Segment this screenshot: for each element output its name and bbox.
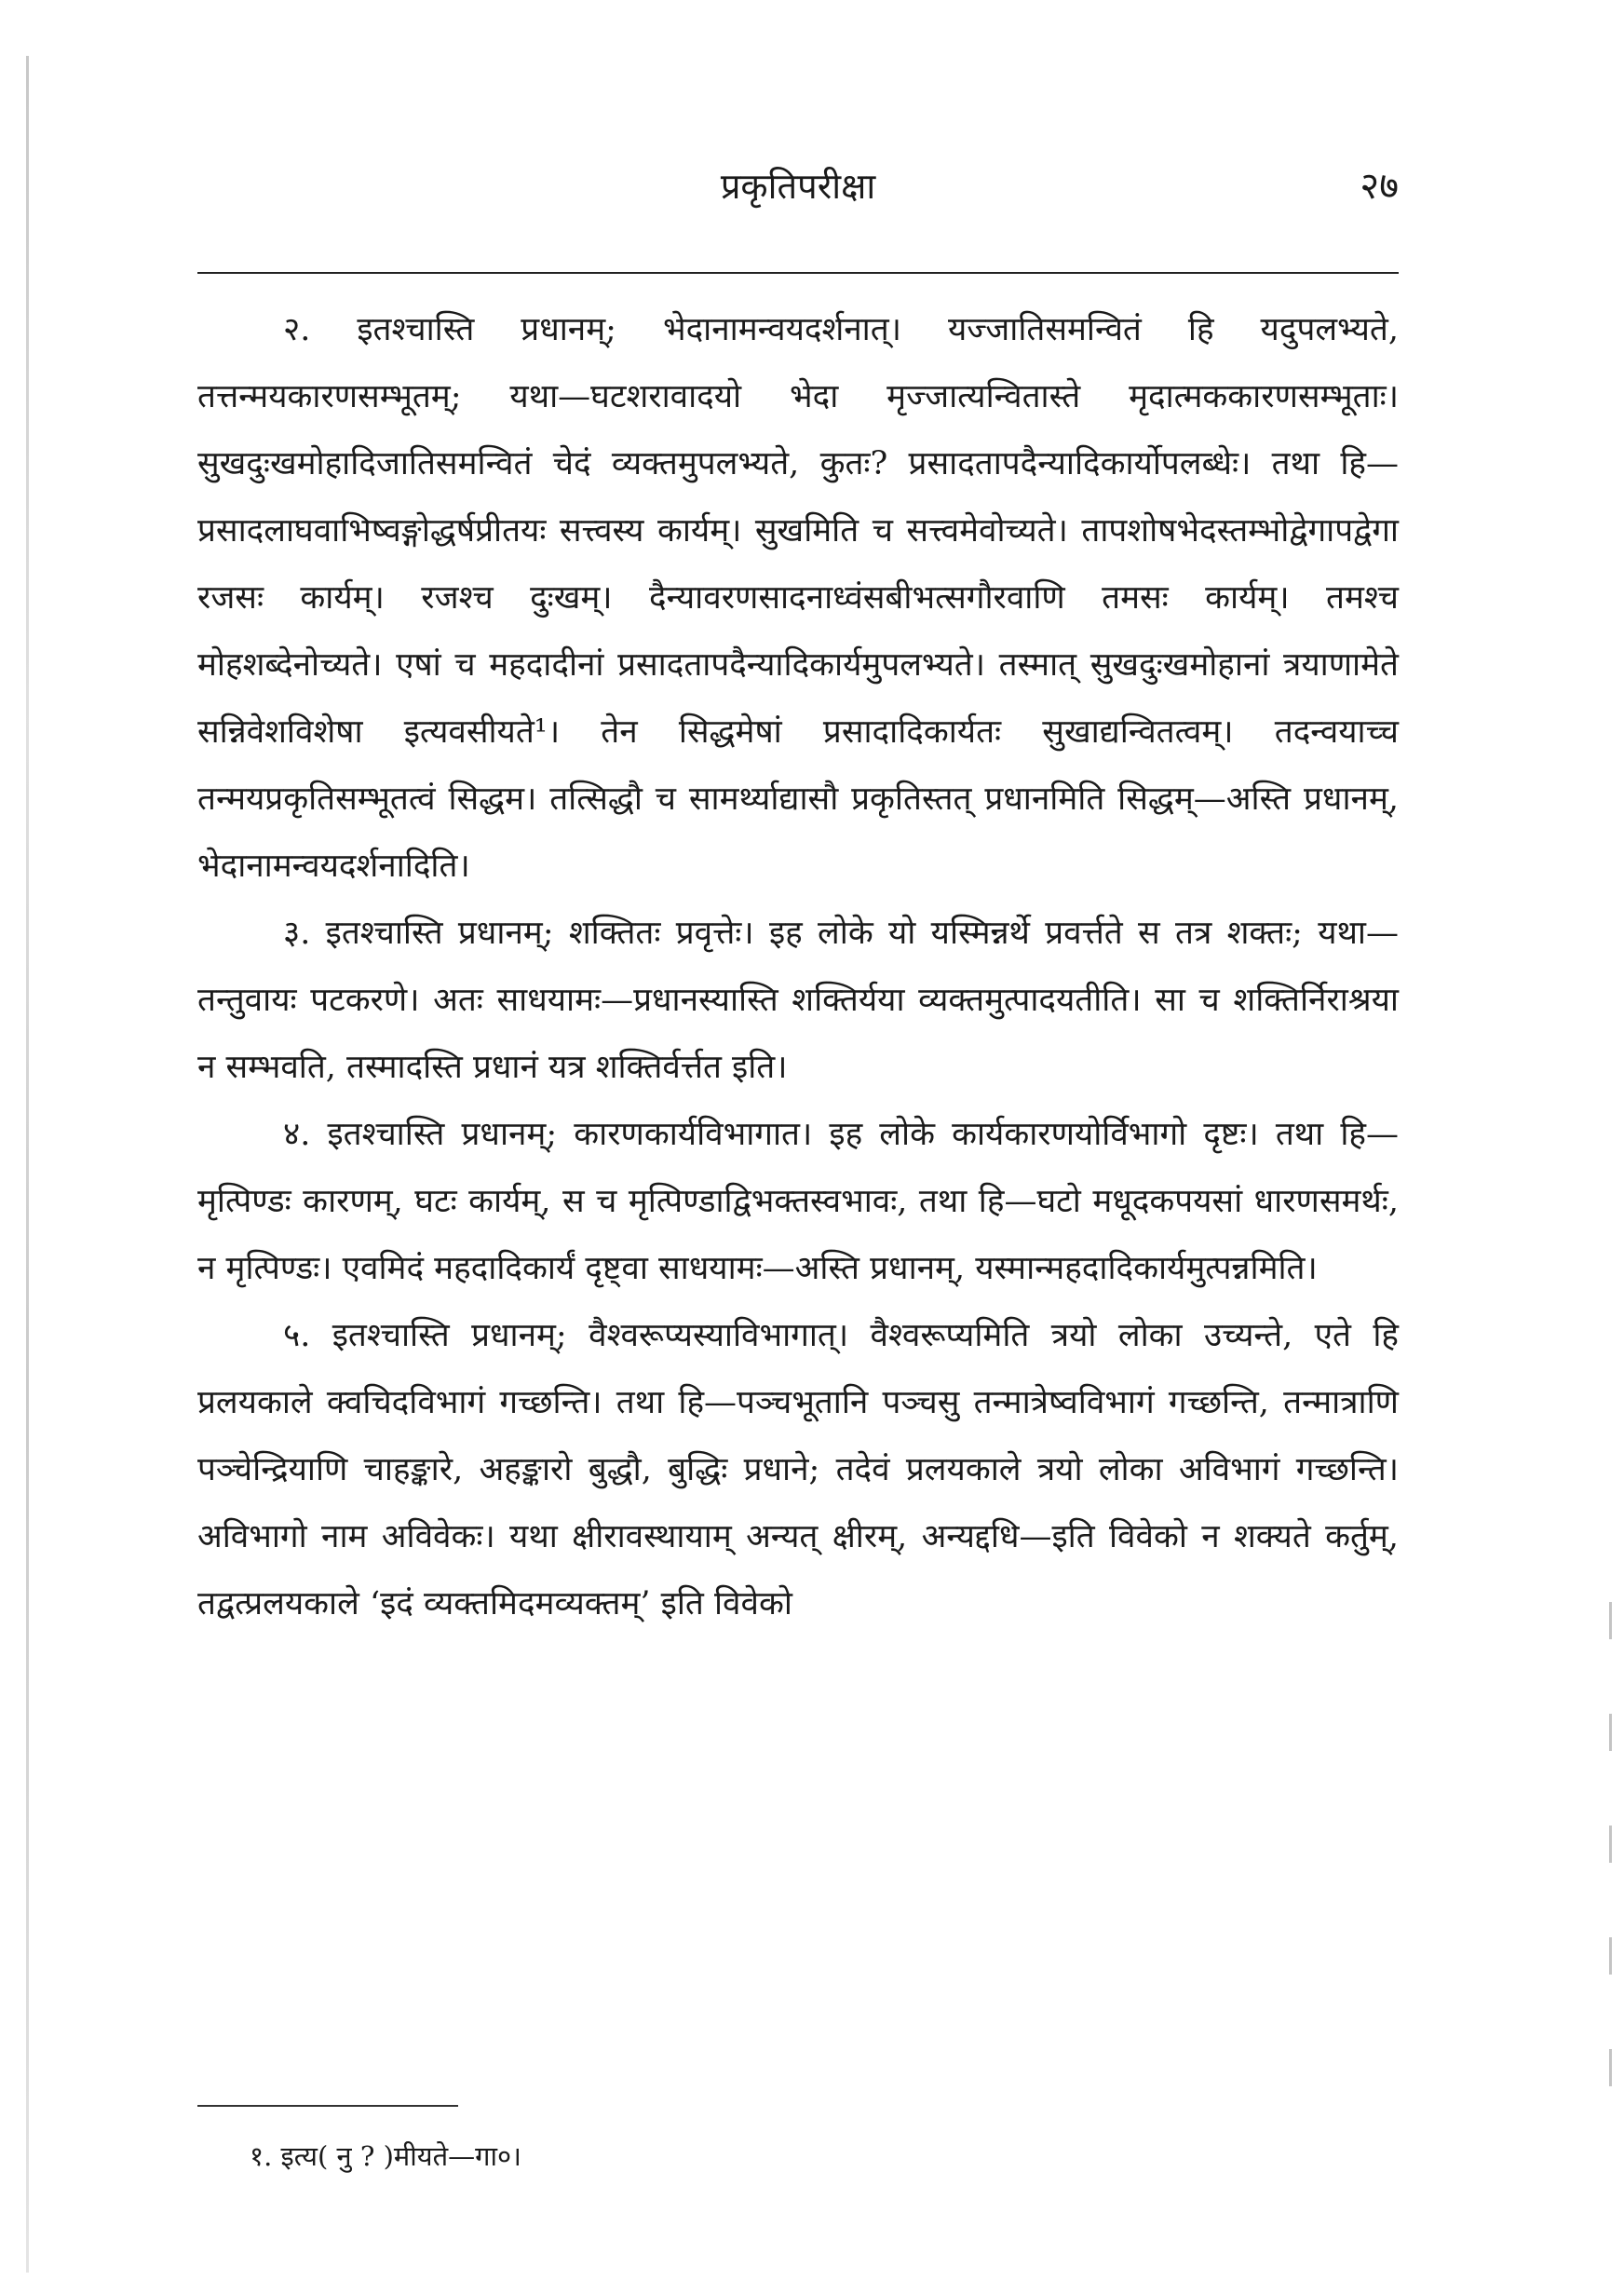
footnote-rule <box>197 2105 458 2107</box>
paragraph-5: ५. इतश्चास्ति प्रधानम्; वैश्वरूप्यस्याविभागात्। वैश्वरूप्यमिति त्रयो लोका उच्यन्ते, एते हि प्रलयकाले क्वचिदविभागं गच्छन्ति। तथा हि—पञ्चभूतानि पञ्चसु तन्मात्रेष्वविभागं गच्छन्ति, तन्मात्राणि पञ्चेन्द्रियाणि चाहङ्कारे, अहङ्कारो बुद्धौ, बुद्धिः प्रधाने; तदेवं प्रलयकाले त्रयो लोका अविभागं गच्छन्ति। अविभागो नाम अविवेकः। यथा क्षीरावस्थायाम् अन्यत् क्षीरम्, अन्यद्दधि—इति विवेको न शक्यते कर्तुम्, तद्वत्प्रलयकाले ‘इदं व्यक्तमिदमव्यक्तम्’ इति विवेको <box>197 1317 1399 1622</box>
header-rule <box>197 272 1399 274</box>
scan-margin-marks <box>1609 1602 1612 2124</box>
footnote: १. इत्य( नु ? )मीयते—गा०। <box>250 2140 522 2172</box>
paragraph-4: ४. इतश्चास्ति प्रधानम्; कारणकार्यविभागात। इह लोके कार्यकारणयोर्विभागो दृष्टः। तथा हि—मृत्पिण्डः कारणम्, घटः कार्यम्, स च मृत्पिण्डाद्विभक्तस्वभावः, तथा हि—घटो मधूदकपयसां धारणसमर्थः, न मृत्पिण्डः। एवमिदं महदादिकार्यं दृष्ट्वा साधयामः—अस्ति प्रधानम्, यस्मान्महदादिकार्यमुत्पन्नमिति। <box>197 1116 1399 1287</box>
running-head <box>197 158 1399 224</box>
paragraph-3: ३. इतश्चास्ति प्रधानम्; शक्तितः प्रवृत्तेः। इह लोके यो यस्मिन्नर्थे प्रवर्त्तते स तत्र शक्तः; यथा—तन्तुवायः पटकरणे। अतः साधयामः—प्रधानस्यास्ति शक्तिर्यया व्यक्तमुत्पादयतीति। सा च शक्तिर्निराश्रया न सम्भवति, तस्मादस्ति प्रधानं यत्र शक्तिर्वर्त्तत इति। <box>197 915 1399 1086</box>
page-number: २७ <box>1360 165 1399 208</box>
body-text <box>197 296 1399 1637</box>
running-title: प्रकृतिपरीक्षा <box>720 166 876 207</box>
scan-binding-edge <box>26 56 29 2273</box>
paragraph-2: २. इतश्चास्ति प्रधानम्; भेदानामन्वयदर्शनात्। यज्जातिसमन्वितं हि यदुपलभ्यते, तत्तन्मयकारणसम्भूतम्; यथा—घटशरावादयो भेदा मृज्जात्यन्वितास्ते मृदात्मककारणसम्भूताः। सुखदुःखमोहादिजातिसमन्वितं चेदं व्यक्तमुपलभ्यते, कुतः? प्रसादतापदैन्यादिकार्योपलब्धेः। तथा हि—प्रसादलाघवाभिष्वङ्गोद्धर्षप्रीतयः सत्त्वस्य कार्यम्। सुखमिति च सत्त्वमेवोच्यते। तापशोषभेदस्तम्भोद्वेगापद्वेगा रजसः कार्यम्। रजश्च दुःखम्। दैन्यावरणसादनाध्वंसबीभत्सगौरवाणि तमसः कार्यम्। तमश्च मोहशब्देनोच्यते। एषां च महदादीनां प्रसादतापदैन्यादिकार्यमुपलभ्यते। तस्मात् सुखदुःखमोहानां त्रयाणामेते सन्निवेशविशेषा इत्यवसीयते¹। तेन सिद्धमेषां प्रसादादिकार्यतः सुखाद्यन्वितत्वम्। तदन्वयाच्च तन्मयप्रकृतिसम्भूतत्वं सिद्धम। तत्सिद्धौ च सामर्थ्याद्यासौ प्रकृतिस्तत् प्रधानमिति सिद्धम्—अस्ति प्रधानम्, भेदानामन्वयदर्शनादिति। <box>197 311 1399 885</box>
